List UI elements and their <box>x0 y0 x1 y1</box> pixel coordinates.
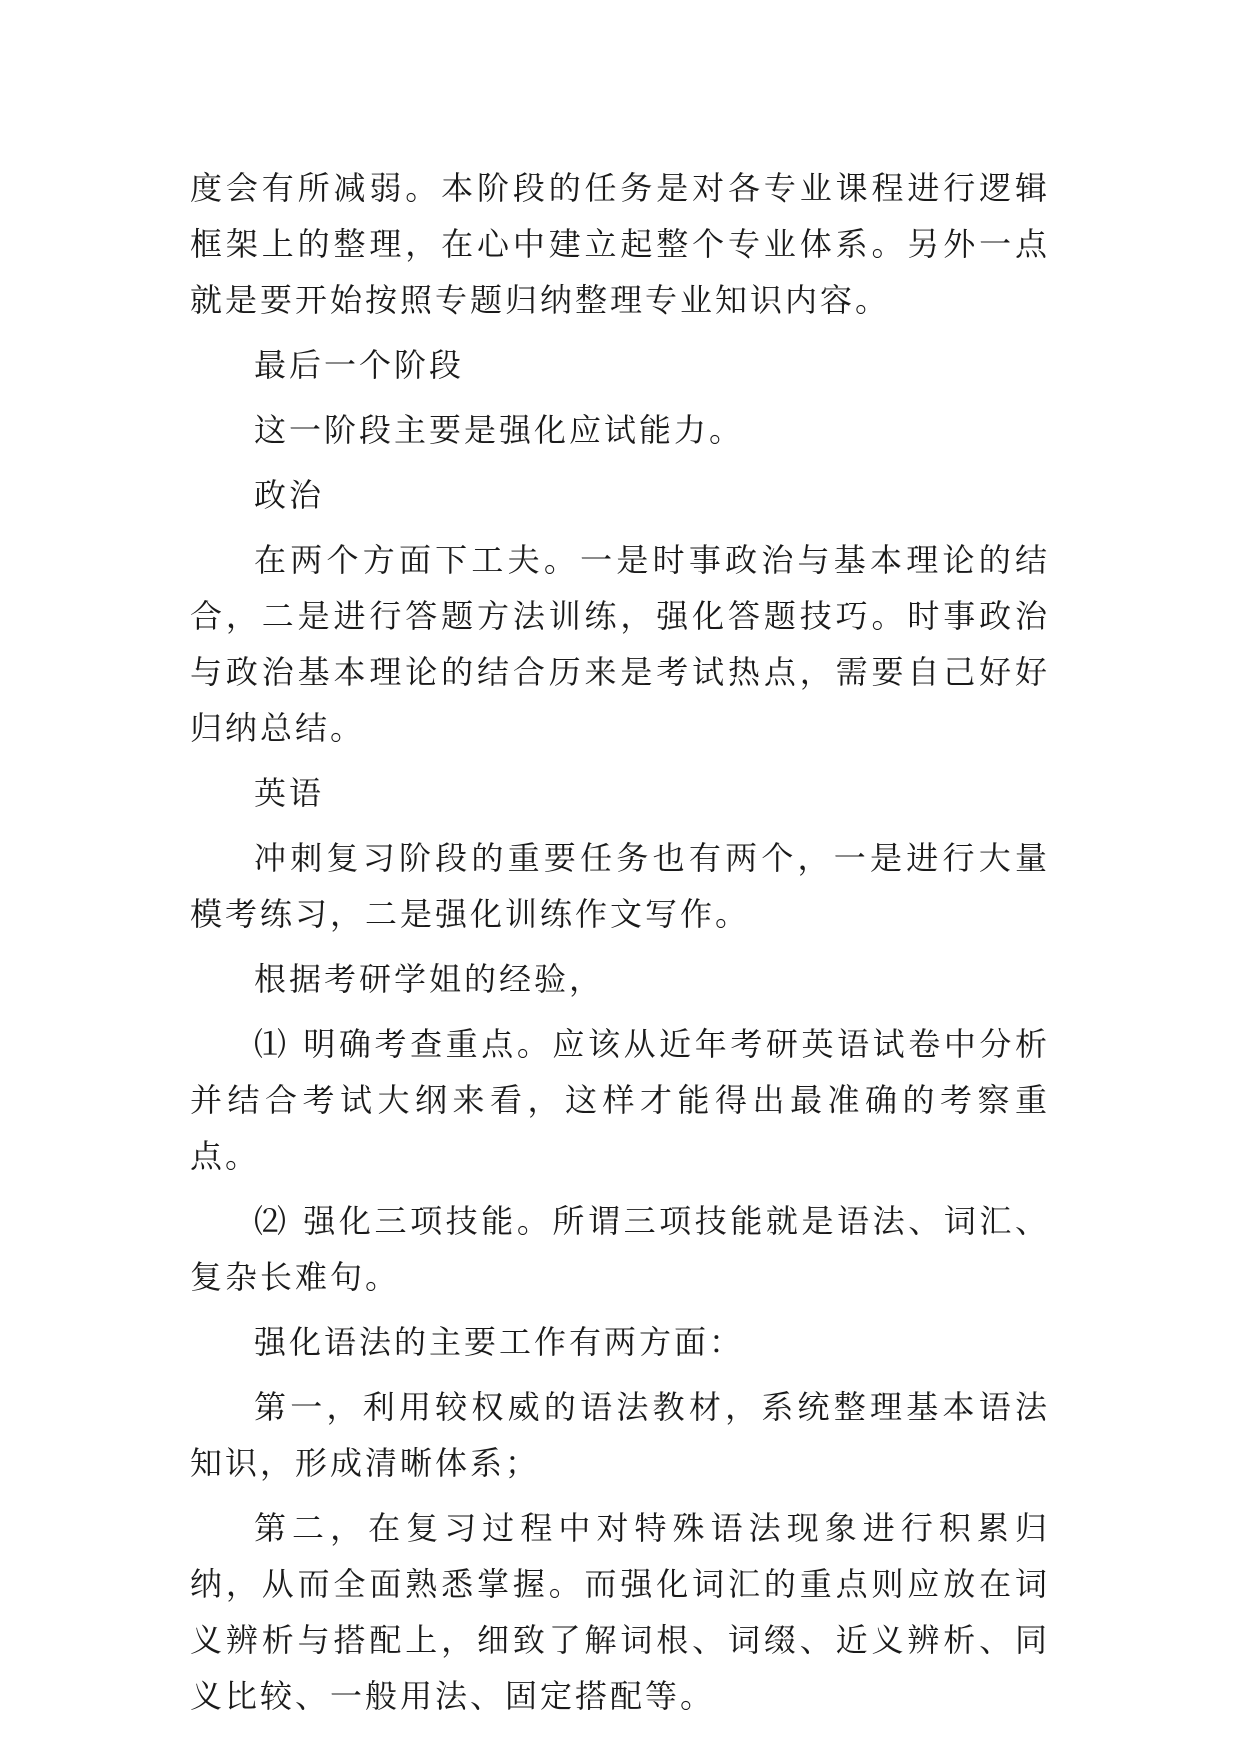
paragraph-1: 度会有所减弱。本阶段的任务是对各专业课程进行逻辑框架上的整理，在心中建立起整个专业体系。另外一点就是要开始按照专题归纳整理专业知识内容。 <box>190 169 1050 319</box>
paragraph-english-tasks: 冲刺复习阶段的重要任务也有两个，一是进行大量模考练习，二是强化训练作文写作。 <box>190 839 1050 933</box>
paragraph-grammar-intro: 强化语法的主要工作有两方面： <box>254 1323 745 1361</box>
list-item-1: ⑴ 明确考查重点。应该从近年考研英语试卷中分析并结合考试大纲来看，这样才能得出最准确的考察重点。 <box>190 1025 1050 1175</box>
heading-english: 英语 <box>254 774 325 812</box>
paragraph-grammar-first: 第一，利用较权威的语法教材，系统整理基本语法知识，形成清晰体系； <box>190 1388 1050 1482</box>
paragraph-politics: 在两个方面下工夫。一是时事政治与基本理论的结合，二是进行答题方法训练，强化答题技巧。时事政治与政治基本理论的结合历来是考试热点，需要自己好好归纳总结。 <box>190 541 1050 747</box>
heading-politics: 政治 <box>254 476 325 514</box>
document-body <box>190 160 1050 1733</box>
list-item-2: ⑵ 强化三项技能。所谓三项技能就是语法、词汇、复杂长难句。 <box>190 1202 1050 1296</box>
paragraph-grammar-second: 第二，在复习过程中对特殊语法现象进行积累归纳，从而全面熟悉掌握。而强化词汇的重点则应放在词义辨析与搭配上，细致了解词根、词缀、近义辨析、同义比较、一般用法、固定搭配等。 <box>190 1509 1050 1715</box>
paragraph-experience: 根据考研学姐的经验， <box>254 960 605 998</box>
heading-final-stage: 最后一个阶段 <box>254 346 465 384</box>
paragraph-stage-summary: 这一阶段主要是强化应试能力。 <box>254 411 745 449</box>
